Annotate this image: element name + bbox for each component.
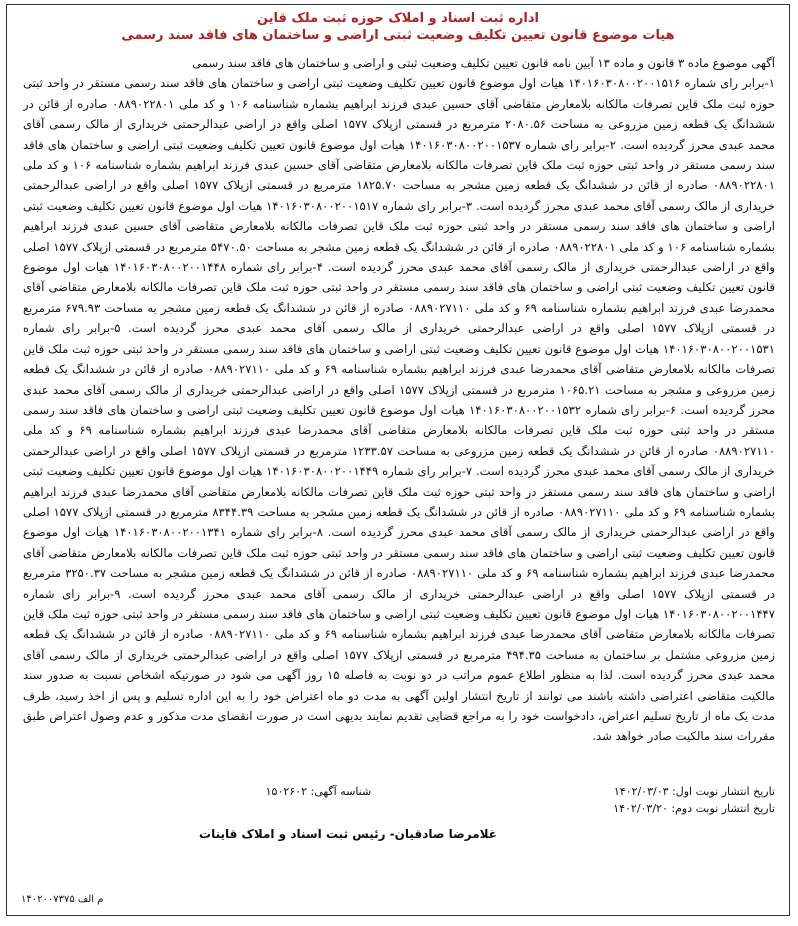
notice-intro: آگهی موضوع ماده ۳ قانون و ماده ۱۳ آیین نامه قانون تعیین تکلیف وضعیت ثبتی و اراضی و ساختمان های فاقد سند رسمی (192, 56, 775, 70)
notice-id-label: شناسه آگهی: (310, 785, 372, 798)
publish-date-1 (614, 783, 775, 800)
notice-frame (6, 4, 790, 916)
footer-row-1 (23, 783, 775, 800)
notice-footer (23, 783, 775, 817)
notice-title: هیات موضوع قانون تعیین تکلیف وضعیت ثبتی اراضی و ساختمان های فاقد سند رسمی (121, 28, 675, 43)
publish-date-2-label: تاریخ انتشار نوبت دوم: (671, 802, 775, 815)
notice-body (23, 53, 775, 823)
signature: غلامرضا صادقیان- رئیس ثبت اسناد و املاک قاینات (199, 827, 497, 841)
notice-text: ۱-برابر رای شماره ۱۴۰۱۶۰۳۰۸۰۰۲۰۰۱۵۱۶ هیات اول موضوع قانون تعیین تکلیف وضعیت ثبتی اراضی و ساختمان های فاقد سند رسمی مستقر در واحد ثبتی حوزه ثبت ملک قاین تصرفات مالکانه بلامعارض متقاضی آقای حسین عبدی فرزند ابراهیم بشماره شناسنامه ۱۰۶ و کد ملی ۰۸۸۹۰۲۲۸۰۱ صادره از قائن در ششدانگ یک قطعه زمین مزروعی به مساحت ۲۰۸۰.۵۶ مترمربع در قسمتی ازپلاک ۱۵۷۷ اصلی واقع در اراضی عبدالرحمتی خریداری از مالک رسمی آقای محمد عبدی محرز گردیده است. ۲-برابر رای شماره ۱۴۰۱۶۰۳۰۸۰۰۲۰۰۱۵۳۷ هیات اول موضوع قانون تعیین تکلیف وضعیت ثبتی اراضی و ساختمان های فاقد سند رسمی مستقر در واحد ثبتی حوزه ثبت ملک قاین تصرفات مالکانه بلامعارض متقاضی آقای حسین عبدی فرزند ابراهیم بشماره شناسنامه ۱۰۶ و کد ملی ۰۸۸۹۰۲۲۸۰۱ صادره از قائن در ششدانگ یک قطعه زمین مشجر به مساحت ۱۸۲۵.۷۰ مترمربع در قسمتی ازپلاک ۱۵۷۷ اصلی واقع در اراضی عبدالرحمتی خریداری از مالک رسمی آقای محمد عبدی محرز گردیده است. ۳-برابر رای شماره ۱۴۰۱۶۰۳۰۸۰۰۲۰۰۱۵۱۷ هیات اول موضوع قانون تعیین تکلیف وضعیت ثبتی اراضی و ساختمان های فاقد سند رسمی مستقر در واحد ثبتی حوزه ثبت ملک قاین تصرفات مالکانه بلامعارض متقاضی آقای حسین عبدی فرزند ابراهیم بشماره شناسنامه ۱۰۶ و کد ملی ۰۸۸۹۰۲۲۸۰۱ صادره از قائن در ششدانگ یک قطعه زمین مشجر به مساحت ۵۴۷۰.۵۰ مترمربع در قسمتی ازپلاک ۱۵۷۷ اصلی واقع در اراضی عبدالرحمتی خریداری از مالک رسمی آقای محمد عبدی محرز گردیده است. ۴-برابر رای شماره ۱۴۰۱۶۰۳۰۸۰۰۲۰۰۱۴۴۸ هیات اول موضوع قانون تعیین تکلیف وضعیت ثبتی اراضی و ساختمان های فاقد سند رسمی مستقر در واحد ثبتی حوزه ثبت ملک قاین تصرفات مالکانه بلامعارض متقاضی آقای محمدرضا عبدی فرزند ابراهیم بشماره شناسنامه ۶۹ و کد ملی ۰۸۸۹۰۲۷۱۱۰ صادره از قائن در ششدانگ یک قطعه زمین مشجر به مساحت ۶۷۹.۹۳ مترمربع در قسمتی ازپلاک ۱۵۷۷ اصلی واقع در اراضی عبدالرحمتی خریداری از مالک رسمی آقای محمد عبدی محرز گردیده است. ۵-برابر رای شماره ۱۴۰۱۶۰۳۰۸۰۰۲۰۰۱۵۳۱ هیات اول موضوع قانون تعیین تکلیف وضعیت ثبتی اراضی و ساختمان های فاقد سند رسمی مستقر در واحد ثبتی حوزه ثبت ملک قاین تصرفات مالکانه بلامعارض متقاضی آقای محمدرضا عبدی فرزند ابراهیم بشماره شناسنامه ۶۹ و کد ملی ۰۸۸۹۰۲۷۱۱۰ صادره از قائن در ششدانگ یک قطعه زمین مزروعی و مشجر به مساحت ۱۰۶۵.۲۱ مترمربع در قسمتی ازپلاک ۱۵۷۷ اصلی واقع در اراضی عبدالرحمتی خریداری از مالک رسمی آقای محمد عبدی محرز گردیده است. ۶-برابر رای شماره ۱۴۰۱۶۰۳۰۸۰۰۲۰۰۱۵۳۲ هیات اول موضوع قانون تعیین تکلیف وضعیت ثبتی اراضی و ساختمان های فاقد سند رسمی مستقر در واحد ثبتی حوزه ثبت ملک قاین تصرفات مالکانه بلامعارض متقاضی آقای محمدرضا عبدی فرزند ابراهیم بشماره شناسنامه ۶۹ و کد ملی ۰۸۸۹۰۲۷۱۱۰ صادره از قائن در ششدانگ یک قطعه زمین مزروعی به مساحت ۱۲۳۳.۵۷ مترمربع در قسمتی ازپلاک ۱۵۷۷ اصلی واقع در اراضی عبدالرحمتی خریداری از مالک رسمی آقای محمد عبدی محرز گردیده است. ۷-برابر رای شماره ۱۴۰۱۶۰۳۰۸۰۰۲۰۰۱۴۴۹ هیات اول موضوع قانون تعیین تکلیف وضعیت ثبتی اراضی و ساختمان های فاقد سند رسمی مستقر در واحد ثبتی حوزه ثبت ملک قاین تصرفات مالکانه بلامعارض متقاضی آقای محمدرضا عبدی فرزند ابراهیم بشماره شناسنامه ۶۹ و کد ملی ۰۸۸۹۰۲۷۱۱۰ صادره از قائن در ششدانگ یک قطعه زمین مشجر به مساحت ۸۳۴۴.۳۹ مترمربع در قسمتی ازپلاک ۱۵۷۷ اصلی واقع در اراضی عبدالرحمتی خریداری از مالک رسمی آقای محمد عبدی محرز گردیده است. ۸-برابر رای شماره ۱۴۰۱۶۰۳۰۸۰۰۲۰۰۱۳۴۱ هیات اول موضوع قانون تعیین تکلیف وضعیت ثبتی اراضی و ساختمان های فاقد سند رسمی مستقر در واحد ثبتی حوزه ثبت ملک قاین تصرفات مالکانه بلامعارض متقاضی آقای محمدرضا عبدی فرزند ابراهیم بشماره شناسنامه ۶۹ و کد ملی ۰۸۸۹۰۲۷۱۱۰ صادره از قائن در ششدانگ یک قطعه زمین مشجر به مساحت ۳۲۵۰.۳۷ مترمربع در قسمتی ازپلاک ۱۵۷۷ اصلی واقع در اراضی عبدالرحمتی خریداری از مالک رسمی آقای محمد عبدی محرز گردیده است. ۹-برابر رای شماره ۱۴۰۱۶۰۳۰۸۰۰۲۰۰۱۴۴۷ هیات اول موضوع قانون تعیین تکلیف وضعیت ثبتی اراضی و ساختمان های فاقد سند رسمی مستقر در واحد ثبتی حوزه ثبت ملک قاین تصرفات مالکانه بلامعارض متقاضی آقای محمدرضا عبدی فرزند ابراهیم بشماره شناسنامه ۶۹ و کد ملی ۰۸۸۹۰۲۷۱۱۰ صادره از قائن در ششدانگ یک قطعه زمین مزروعی مشتمل بر ساختمان به مساحت ۴۹۴.۳۵ مترمربع در قسمتی ازپلاک ۱۵۷۷ اصلی واقع در اراضی عبدالرحمتی خریداری از مالک رسمی آقای محمد عبدی محرز گردیده است. لذا به منظور اطلاع عموم مراتب در دو نوبت به فاصله ۱۵ روز آگهی می شود در صورتیکه اشخاص نسبت به صدور سند مالکیت متقاضی اعتراضی داشته باشند می توانند از تاریخ انتشار اولین آگهی به مدت دو ماه اعتراض خود را به این اداره تسلیم و پس از اخذ رسید، ظرف مدت یک ماه از تاریخ تسلیم اعتراض، دادخواست خود را به مراجع قضایی تقدیم نمایند بدیهی است در صورت انقضای مدت مذکور و عدم وصول اعتراض طبق مقررات سند مالکیت صادر خواهد شد. (23, 76, 775, 744)
reference-code: م الف ۱۴۰۲۰۰۷۳۷۵ (21, 894, 104, 905)
publish-date-1-label: تاریخ انتشار نوبت اول: (672, 785, 775, 798)
notice-id (266, 783, 372, 800)
footer-row-2 (23, 800, 775, 817)
publish-date-1-value: ۱۴۰۲/۰۳/۰۳ (613, 785, 669, 798)
notice-id-value: ۱۵۰۲۶۰۲ (265, 785, 307, 798)
publish-date-2-value: ۱۴۰۲/۰۳/۲۰ (613, 802, 668, 815)
office-heading: اداره ثبت اسناد و املاک حوزه ثبت ملک قاین (256, 11, 540, 26)
publish-date-2 (613, 800, 775, 817)
